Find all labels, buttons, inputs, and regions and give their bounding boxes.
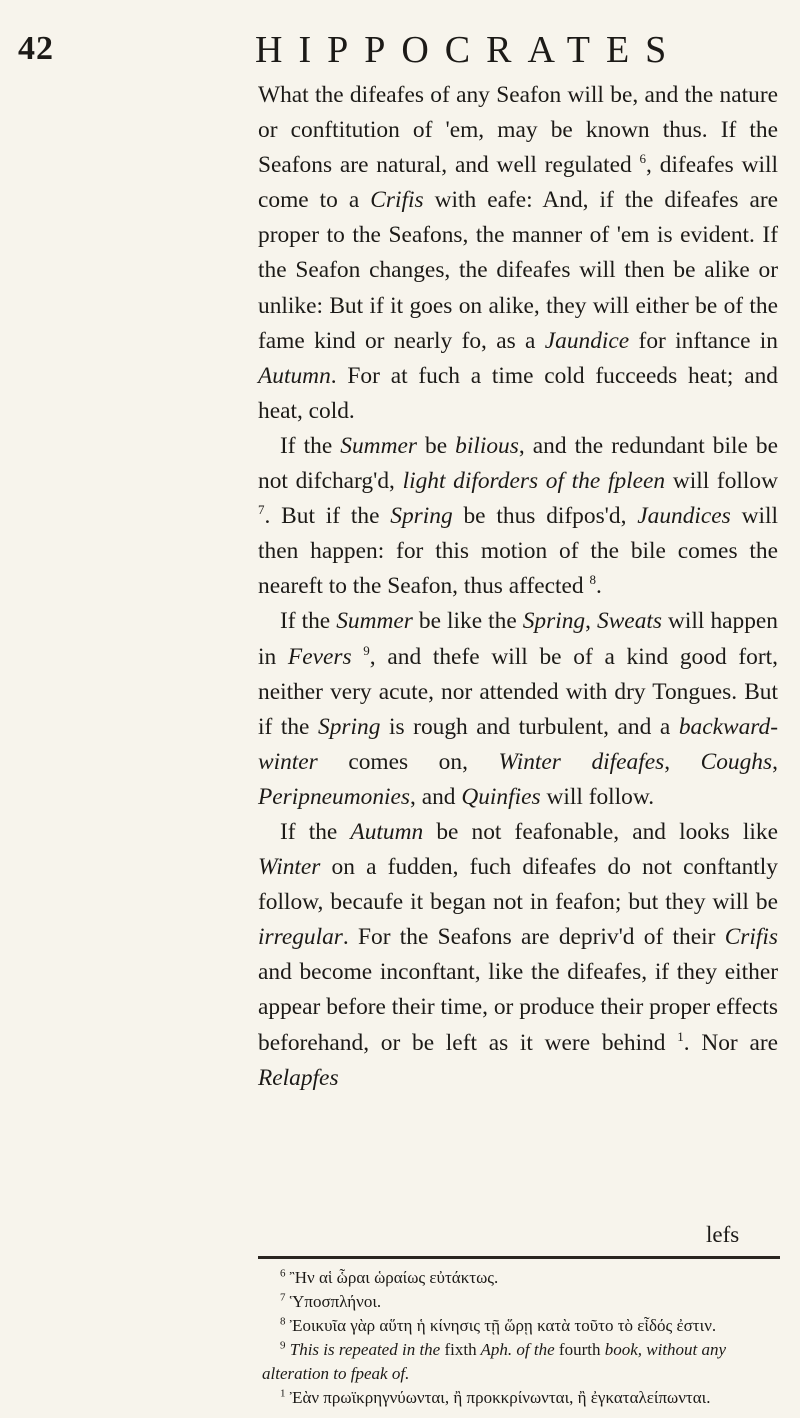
footnote-divider xyxy=(258,1256,780,1259)
running-title: HIPPOCRATES xyxy=(255,29,683,71)
footnote-ref: 8 xyxy=(589,572,596,588)
footnote-1: $^1$ Ἐὰν πρωϊκρηγνύωνται, ἢ προκκρίνωνται, ἢ ἐγκαταλείπωνται. xyxy=(280,1387,711,1407)
footnote-8: $^8$ Ἐοικυῖα γὰρ αὕτη ἡ κίνησις τῇ ὥρῃ κατὰ τοῦτο τὸ εἶδός ἐστιν. xyxy=(280,1315,717,1335)
paragraph-3: If the Summer be like the Spring, Sweats will happen in Fevers $^9$, and thefe will be of a kind good fort, neither very acute, nor attended with dry Tongues. But if the Spring is rough and turbulent, and a backward-winter comes on, Winter difeafes, Coughs, Peripneumonies, and Quinfies will follow. xyxy=(258,608,778,810)
catchword: lefs xyxy=(706,1222,740,1247)
paragraph-1: What the difeafes of any Seafon will be, and the nature or conftitution of 'em, may be known thus. If the Seafons are natural, and well regulated $^6$, difeafes will come to a Crifis with eafe: And, if the difeafes are proper to the Seafons, the manner of 'em is evident. If the Seafon changes, the difeafes will then be alike or unlike: But if it goes on alike, they will either be of the fame kind or nearly fo, as a Jaundice for inftance in Autumn. For at fuch a time cold fucceeds heat; and heat, cold. xyxy=(258,82,778,424)
footnote-9: $^9$ This is repeated in the fixth Aph. of the fourth book, without any alteration to fpeak of. xyxy=(262,1339,727,1383)
footnote-7: $^7$ Ὑποσπλήνοι. xyxy=(280,1291,382,1311)
page-number: 42 xyxy=(18,30,54,67)
footnotes xyxy=(262,1266,778,1410)
main-text xyxy=(258,78,778,1096)
paragraph-4: If the Autumn be not feafonable, and looks like Winter on a fudden, fuch difeafes do not conftantly follow, becaufe it began not in feafon; but they will be irregular. For the Seafons are depriv'd of their Crifis and become inconftant, like the difeafes, if they either appear before their time, or produce their proper effects beforehand, or be left as it were behind $^1$. Nor are Relapfes xyxy=(258,818,778,1091)
footnote-ref: 7 xyxy=(258,502,265,518)
footnote-6: $^6$ Ἢν αἱ ὧραι ὡραίως εὐτάκτως. xyxy=(280,1267,499,1287)
paragraph-2: If the Summer be bilious, and the redundant bile be not difcharg'd, light diforders of the fpleen will follow $^7$. But if the Spring be thus difpos'd, Jaundices will then happen: for this motion of the bile comes the neareft to the Seafon, thus affected $^8$. xyxy=(258,432,778,600)
footnote-ref: 6 xyxy=(639,151,647,167)
footnote-ref: 1 xyxy=(677,1028,684,1044)
footnote-ref: 9 xyxy=(363,642,370,658)
